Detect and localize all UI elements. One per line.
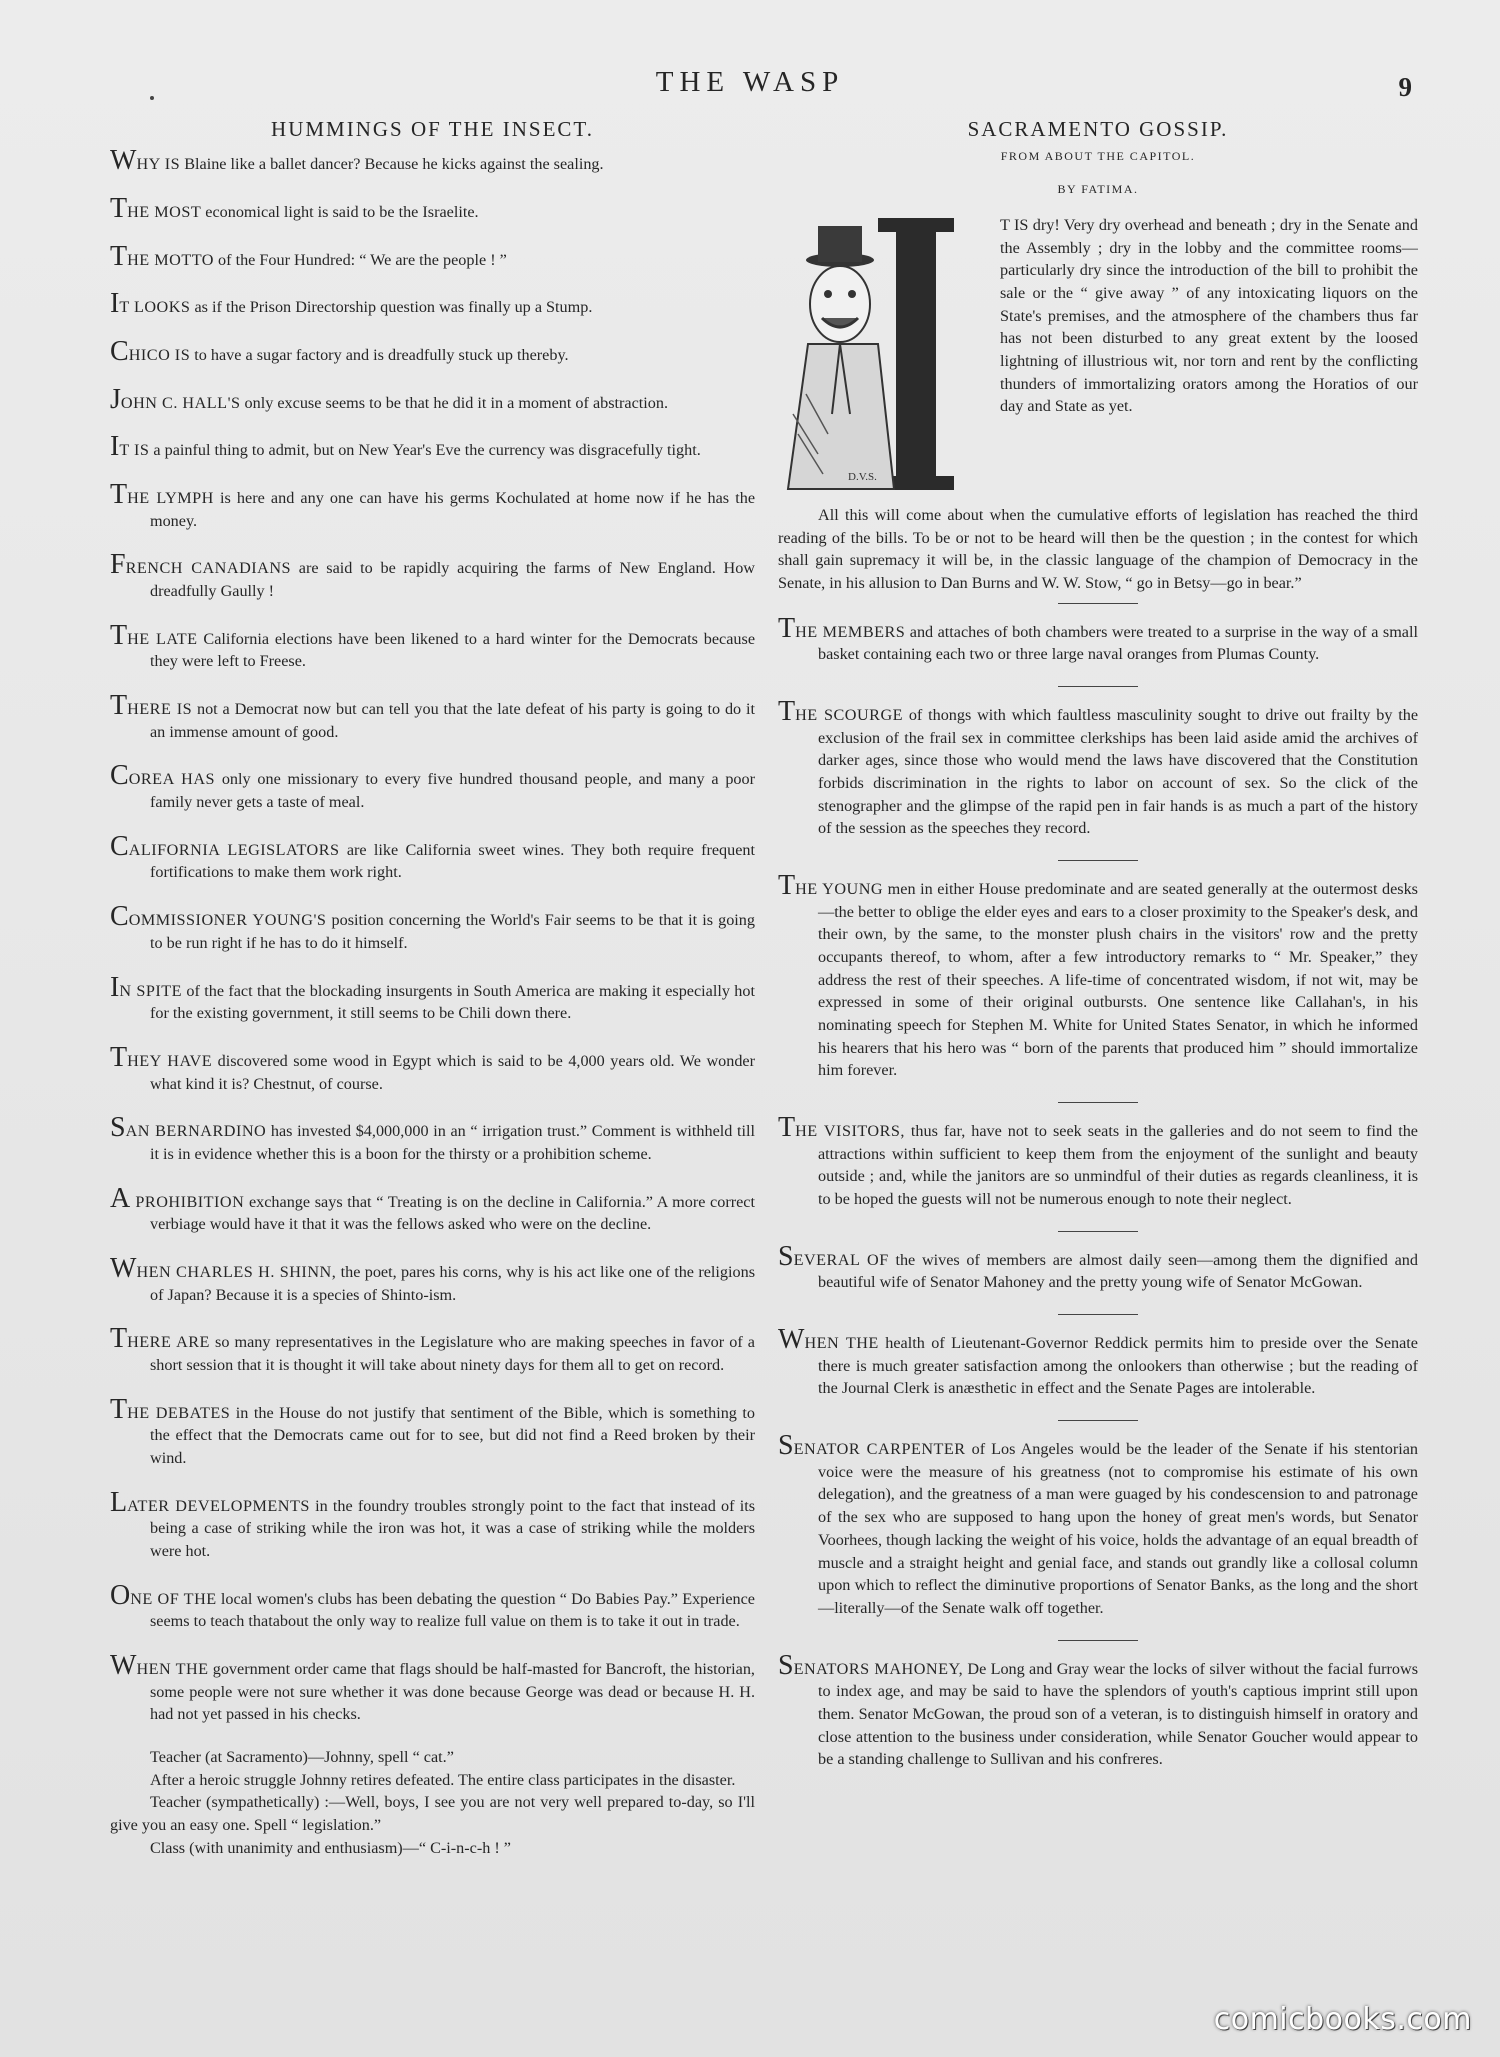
paragraph-text: the wives of members are almost daily seen—among them the dignified and beautiful wife of Senator Mahoney and the pretty young wife of Senator McGowan.	[818, 1250, 1418, 1292]
masthead: THE WASP	[655, 66, 845, 98]
lead-words: RENCH CANADIANS	[125, 559, 292, 578]
lead-words: HE LATE	[127, 629, 198, 648]
drop-cap: F	[110, 549, 126, 581]
drop-cap: T	[778, 696, 796, 728]
lead-words: HE MOTTO	[127, 250, 214, 269]
drop-cap: C	[110, 830, 129, 862]
drop-cap: C	[110, 901, 129, 933]
paragraph-text: to have a sugar factory and is dreadfully stuck up thereby.	[190, 346, 569, 365]
lead-words: HEN CHARLES H. SHINN,	[136, 1262, 337, 1281]
separator-rule	[1058, 603, 1138, 604]
paragraph-item	[110, 145, 755, 177]
lead-words: HE DEBATES	[127, 1403, 231, 1422]
paragraph-text: California elections have been likened to a hard winter for the Democrats because they were left to Freese.	[150, 629, 756, 671]
separator-rule	[1058, 1314, 1138, 1315]
lead-words: HE MOST	[127, 203, 202, 222]
drop-cap: C	[110, 760, 129, 792]
drop-cap: W	[110, 1649, 137, 1681]
paragraph-text: as if the Prison Directorship question was finally up a Stump.	[190, 298, 593, 317]
paragraph-item	[110, 1182, 755, 1236]
drop-cap: I	[110, 288, 120, 320]
paragraph-item	[110, 830, 756, 884]
separator-rule	[1058, 1102, 1138, 1103]
paragraph-item	[110, 760, 755, 813]
lead-words: HY IS	[136, 155, 181, 174]
gossip-list	[778, 603, 1418, 1771]
lead-words: ATER DEVELOPMENTS	[127, 1496, 310, 1515]
paragraph-item	[110, 1649, 755, 1726]
dialog-line: Teacher (sympathetically) :—Well, boys, I see you are not very well prepared to-day, so I'll give you an easy one. Spell “ legislation.”	[110, 1793, 755, 1834]
drop-cap: S	[778, 1430, 794, 1462]
paragraph-text: men in either House predominate and are seated generally at the outermost desks—the better to oblige the elder eyes and ears to a closer proximity to the Speaker's desk, and their own, by the same, to the monster plush chairs in the visitors' row and the pretty occupants thereof, to whom, after a few introductory remarks to “ Mr. Speaker,” they address the rest of their speeches. A life-time of concentrated wisdom, if not wit, may be expressed in some of their original outbursts. One sentence like Callahan's, in his nominating speech for Stephen M. White for United States Senator, in which he informed his hearers that his hero was “ born of the parents that produced him ” should immortalize him forever.	[818, 880, 1418, 1080]
drop-cap: T	[110, 1393, 128, 1425]
lead-words: AN BERNARDINO	[125, 1122, 267, 1141]
paragraph-text: of thongs with which faultless masculinity sought to drive out frailty by the exclusion of the frail sex in committee clerkships has been laid aside amid the archives of darker ages, since those who would mend the laws have discovered that the Constitution forbids discrimination in the rights to labor on account of sex. So the click of the stenographer and the glimpse of the rapid pen in fair hands is as much a part of the history of the session as the speeches they record.	[818, 706, 1418, 838]
drop-cap: J	[110, 383, 121, 415]
paragraph-item	[110, 288, 755, 320]
paragraph-text: has invested $4,000,000 in an “ irrigation trust.” Comment is withheld till it is in evidence whether this is a boon for the thirsty or a prohibition scheme.	[150, 1122, 756, 1163]
face	[810, 266, 870, 342]
drop-cap: T	[110, 479, 128, 511]
drop-cap: S	[110, 1112, 126, 1144]
drop-cap: T	[110, 240, 128, 272]
paragraph-item	[110, 336, 755, 368]
lead-words: OHN C. HALL'S	[120, 393, 241, 412]
drop-cap: I	[110, 971, 120, 1003]
paragraph-item	[778, 1112, 1418, 1211]
drop-cap: T	[110, 193, 128, 225]
paragraph-item	[110, 971, 755, 1025]
intro-text: T IS dry! Very dry overhead and beneath ; dry in the Senate and the Assembly ; dry in the lobby and the committee rooms—particularly dry since the introduction of the bill to prohibit the sale or the “ give away ” of any intoxicating liquors on the State's premises, and the atmosphere of the chambers thus far has not been disturbed to any great extent by the loosed lightning of illustrious wit, nor torn and rent by the conflicting thunders of immortalizing orators among the Horatios of our day and State as yet.	[1000, 215, 1418, 416]
teacher-dialog	[110, 1746, 755, 1859]
paragraph-text: thus far, have not to seek seats in the galleries and do not seem to find the attractions within sufficient to keep them from the enjoyment of the sunlight and beauty outside ; and, while the janitors are so unmindful of their duties as regards cleanliness, it is to be hoped the guests will not be numerous enough to note their neglect.	[818, 1122, 1418, 1209]
caricature-illustration	[778, 214, 988, 494]
drop-cap: W	[110, 1252, 137, 1284]
lead-words: PROHIBITION	[130, 1192, 245, 1211]
paragraph-text: economical light is said to be the Israelite.	[201, 203, 479, 222]
drop-cap: T	[778, 612, 796, 644]
paragraph-text: a painful thing to admit, but on New Year's Eve the currency was disgracefully tight.	[149, 441, 701, 460]
lead-words: HICO IS	[128, 346, 191, 365]
paragraph-item	[110, 901, 755, 954]
dialog-line: Teacher (at Sacramento)—Johnny, spell “ cat.”	[150, 1747, 454, 1766]
paragraph-item	[110, 1486, 755, 1563]
intro-paragraph-2: All this will come about when the cumulative efforts of legislation has reached the third reading of the bills. To be or not to be heard will then be the question ; in the contest for which shall gain supremacy it will be, in the classic language of the champion of Democracy in the Senate, in his allusion to Dan Burns and W. W. Stow, “ go in Betsy—go in bear.”	[778, 505, 1418, 592]
paragraph-item	[110, 1112, 756, 1165]
paragraph-text: in the House do not justify that sentiment of the Bible, which is something to the effect that the Democrats came out for to see, but did not find a Reed broken by their wind.	[150, 1403, 755, 1467]
paragraph-item	[110, 193, 755, 225]
paragraph-item	[110, 1323, 755, 1376]
lead-words: HE MEMBERS	[795, 622, 906, 641]
drop-cap: S	[778, 1240, 794, 1272]
drop-cap: O	[110, 1579, 131, 1611]
paragraph-text: health of Lieutenant-Governor Reddick permits him to preside over the Senate there is much greater satisfaction among the onlookers than otherwise ; but the reading of the Journal Clerk is anæsthetic in effect and the Senate Pages are intolerable.	[818, 1334, 1418, 1398]
lead-words: HE LYMPH	[127, 489, 214, 508]
lead-words: OREA HAS	[128, 770, 216, 789]
lead-words: ALIFORNIA LEGISLATORS	[128, 840, 340, 859]
paragraph-text: exchange says that “ Treating is on the decline in California.” A more correct verbiage would have it that it was the fellows asked who were on the decline.	[150, 1192, 755, 1234]
lead-words: ENATOR CARPENTER	[793, 1440, 966, 1459]
paragraph-item	[110, 690, 755, 743]
lead-words: OMMISSIONER YOUNG'S	[128, 911, 327, 930]
lead-words: NE OF THE	[130, 1589, 217, 1608]
lead-words: HE SCOURGE	[795, 706, 904, 725]
separator-rule	[1058, 1640, 1138, 1641]
paragraph-text: are like California sweet wines. They both require frequent fortifications to make them work right.	[150, 840, 756, 882]
drop-cap: L	[110, 1486, 128, 1518]
drop-cap: W	[110, 145, 137, 177]
lead-words: T LOOKS	[119, 298, 191, 317]
paragraph-item	[778, 1430, 1418, 1619]
paragraph-text: only excuse seems to be that he did it in a moment of abstraction.	[240, 393, 669, 412]
drop-cap: T	[110, 1041, 128, 1073]
paragraph-item	[778, 870, 1418, 1082]
separator-rule	[1058, 1231, 1138, 1232]
paragraph-text: are said to be rapidly acquiring the farms of New England. How dreadfully Gaully !	[150, 559, 755, 601]
drop-cap-I-graphic	[896, 218, 936, 490]
paragraph-item	[110, 383, 755, 415]
intro-block	[778, 214, 1418, 500]
paragraph-text: discovered some wood in Egypt which is said to be 4,000 years old. We wonder what kind it is? Chestnut, of course.	[150, 1051, 755, 1093]
left-column	[110, 115, 755, 1859]
drop-cap: A	[110, 1182, 131, 1214]
paragraph-item	[778, 612, 1418, 666]
lead-words: ENATORS MAHONEY,	[793, 1659, 964, 1678]
lead-words: HEY HAVE	[127, 1051, 213, 1070]
byline: BY FATIMA.	[1057, 182, 1139, 197]
illustration-signature: D.V.S.	[848, 470, 877, 483]
lead-words: HE VISITORS,	[795, 1122, 905, 1141]
paragraph-item	[110, 1393, 755, 1470]
lead-words: HEN THE	[804, 1334, 879, 1353]
paragraph-text: government order came that flags should be half-masted for Bancroft, the historian, some people were not sure whether it was done because George was dead or because H. H. had not yet passed in his checks.	[150, 1659, 755, 1724]
paragraph-text: De Long and Gray wear the locks of silver without the facial furrows to index age, and may be said to have the splendors of youth's captious imprint still upon them. Senator McGowan, the proud son of a veteran, is to distinguish himself in oratory and close attention to the business under consideration, while Senator Goucher would appear to be a standing challenge to Sullivan and his confreres.	[818, 1659, 1419, 1769]
paragraph-item	[778, 1240, 1418, 1294]
top-hat	[818, 226, 862, 262]
paragraph-item	[110, 549, 755, 602]
paragraph-item	[110, 1041, 755, 1095]
lead-words: HERE ARE	[127, 1333, 210, 1352]
right-column-title: SACRAMENTO GOSSIP.	[967, 117, 1229, 141]
paragraph-text: and attaches of both chambers were treated to a surprise in the way of a small basket containing each two or three large naval oranges from Plumas County.	[818, 622, 1418, 664]
paragraph-item	[110, 619, 756, 673]
drop-cap: T	[778, 870, 796, 902]
paragraph-text: of the fact that the blockading insurgents in South America are making it especially hot for the existing government, it still seems to be Chili down there.	[150, 981, 755, 1023]
lead-words: HERE IS	[127, 700, 193, 719]
watermark-logo: comicbooks.com	[1213, 2002, 1472, 2037]
lead-words: T IS	[119, 441, 150, 460]
paragraph-item	[110, 431, 755, 463]
paragraph-text: so many representatives in the Legislature who are making speeches in favor of a short session that it is thought it will take about ninety days for them all to get on record.	[150, 1333, 755, 1374]
paragraph-text: local women's clubs has been debating the question “ Do Babies Pay.” Experience seems to teach thatabout the only way to realize full value on them is to take it out in trade.	[150, 1589, 755, 1631]
paragraph-text: only one missionary to every five hundred thousand people, and many a poor family never gets a taste of meal.	[150, 770, 755, 812]
paragraph-item	[778, 696, 1418, 840]
paragraph-text: not a Democrat now but can tell you that the late defeat of his party is going to do it an immense amount of good.	[150, 700, 755, 741]
drop-cap: T	[778, 1112, 796, 1144]
right-column	[778, 115, 1418, 1791]
dialog-line: Class (with unanimity and enthusiasm)—“ C-i-n-c-h ! ”	[150, 1838, 511, 1857]
paragraph-text: position concerning the World's Fair seems to be that it is going to be run right if he has to do it himself.	[150, 911, 755, 952]
paragraph-item	[110, 1579, 755, 1633]
paragraph-text: of Los Angeles would be the leader of the Senate if his stentorian voice were the measure of his greatness (not to compromise his estimate of his own delegation), and the greatness of a man were guaged by his condescension to and patronage of the sex who are supposed to hang upon the honey of great men's words, but Senator Voorhees, though lacking the weight of his voice, holds the advantage of an equal breadth of muscle and a straight height and genial face, and stands out grandly like a collosal column upon which to reflect the diminutive proportions of Senator Banks, as the long and the short—literally—of the Senate walk off together.	[818, 1440, 1418, 1617]
paragraph-item	[110, 240, 755, 272]
paragraph-text: the poet, pares his corns, why is his act like one of the religions of Japan? Because it is a species of Shinto-ism.	[150, 1262, 755, 1304]
lead-words: HE YOUNG	[795, 880, 884, 899]
lead-words: N SPITE	[119, 981, 183, 1000]
coat	[788, 344, 894, 489]
lead-words: EVERAL OF	[793, 1250, 889, 1269]
dialog-line: After a heroic struggle Johnny retires defeated. The entire class participates in the disaster.	[150, 1770, 736, 1789]
hummings-list	[110, 145, 756, 1726]
paragraph-item	[110, 479, 755, 532]
paragraph-item	[778, 1649, 1419, 1771]
paragraph-text: of the Four Hundred: “ We are the people ! ”	[214, 250, 507, 269]
left-column-title: HUMMINGS OF THE INSECT.	[271, 117, 594, 141]
separator-rule	[1058, 860, 1138, 861]
drop-cap: T	[110, 619, 128, 651]
drop-cap: T	[110, 1323, 128, 1355]
paragraph-text: is here and any one can have his germs Kochulated at home now if he has the money.	[150, 489, 755, 530]
separator-rule	[1058, 686, 1138, 687]
lead-words: HEN THE	[136, 1659, 209, 1678]
drop-cap: S	[778, 1649, 794, 1681]
paragraph-item	[110, 1252, 755, 1306]
drop-cap: T	[110, 690, 128, 722]
subtitle: FROM ABOUT THE CAPITOL.	[1000, 149, 1196, 164]
paragraph-text: Blaine like a ballet dancer? Because he kicks against the sealing.	[180, 155, 604, 174]
drop-cap: W	[778, 1324, 805, 1356]
page-number: 9	[1398, 72, 1412, 102]
paragraph-item	[778, 1324, 1418, 1400]
drop-cap: I	[110, 431, 120, 463]
drop-cap: C	[110, 336, 129, 368]
separator-rule	[1058, 1420, 1138, 1421]
paragraph-text: in the foundry troubles strongly point to the fact that instead of its being a case of striking while the iron was hot, it was a case of striking while the molders were hot.	[150, 1496, 755, 1560]
